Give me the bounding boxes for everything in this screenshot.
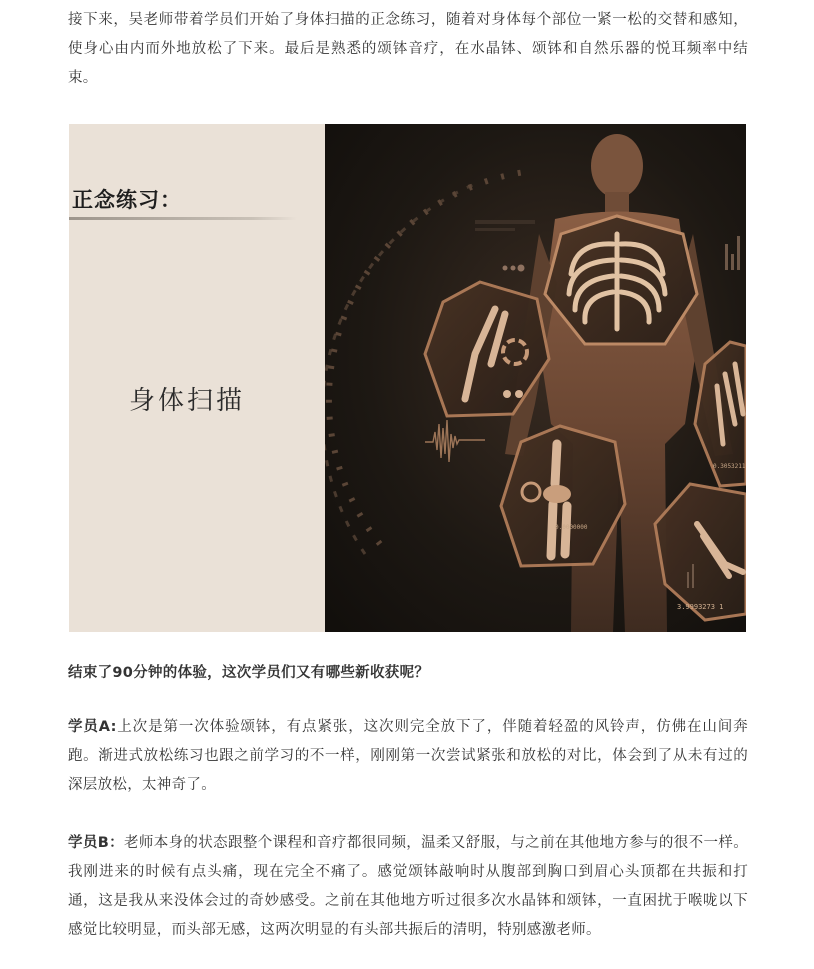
student-a-paragraph (68, 713, 748, 800)
knee-readout: 0.0000000 (555, 524, 588, 531)
student-b-label: 学员B： (68, 835, 124, 851)
student-a-text: 上次是第一次体验颂钵，有点紧张，这次则完全放下了，伴随着轻盈的风铃声，仿佛在山间奔跑。渐进式放松练习也跟之前学习的不一样，刚刚第一次尝试紧张和放松的对比，体会到了从未有过的深层放松，太神奇了。 (68, 719, 748, 793)
title-underline (69, 217, 297, 220)
image-title-panel (69, 124, 325, 632)
student-b-paragraph (68, 829, 748, 945)
foot-readout: 3.9993273 1 (677, 603, 724, 611)
hand-readout: 0.3053211 (713, 463, 746, 470)
ribcage-panel (545, 216, 697, 344)
student-b-text: 老师本身的状态跟整个课程和音疗都很同频，温柔又舒服，与之前在其他地方参与的很不一样。我刚进来的时候有点头痛，现在完全不痛了。感觉颂钵敲响时从腹部到胸口到眉心头顶都在共振和打通，这是我从来没体会过的奇妙感受。之前在其他地方听过很多次水晶钵和颂钵，一直困扰于喉咙以下感觉比较明显，而头部无感，这两次明显的有头部共振后的清明，特别感激老师。 (68, 835, 748, 938)
body-scan-illustration (325, 124, 746, 632)
student-a-label: 学员A: (68, 719, 117, 735)
body-scan-image (69, 124, 746, 632)
image-subtitle: 身体扫描 (129, 386, 246, 416)
image-title: 正念练习： (72, 187, 182, 212)
intro-paragraph: 接下来，吴老师带着学员们开始了身体扫描的正念练习，随着对身体每个部位一紧一松的交替和感知，使身心由内而外地放松了下来。最后是熟悉的颂钵音疗，在水晶钵、颂钵和自然乐器的悦耳频率中结束。 (68, 12, 748, 86)
section-heading: 结束了90分钟的体验，这次学员们又有哪些新收获呢？ (68, 665, 430, 681)
